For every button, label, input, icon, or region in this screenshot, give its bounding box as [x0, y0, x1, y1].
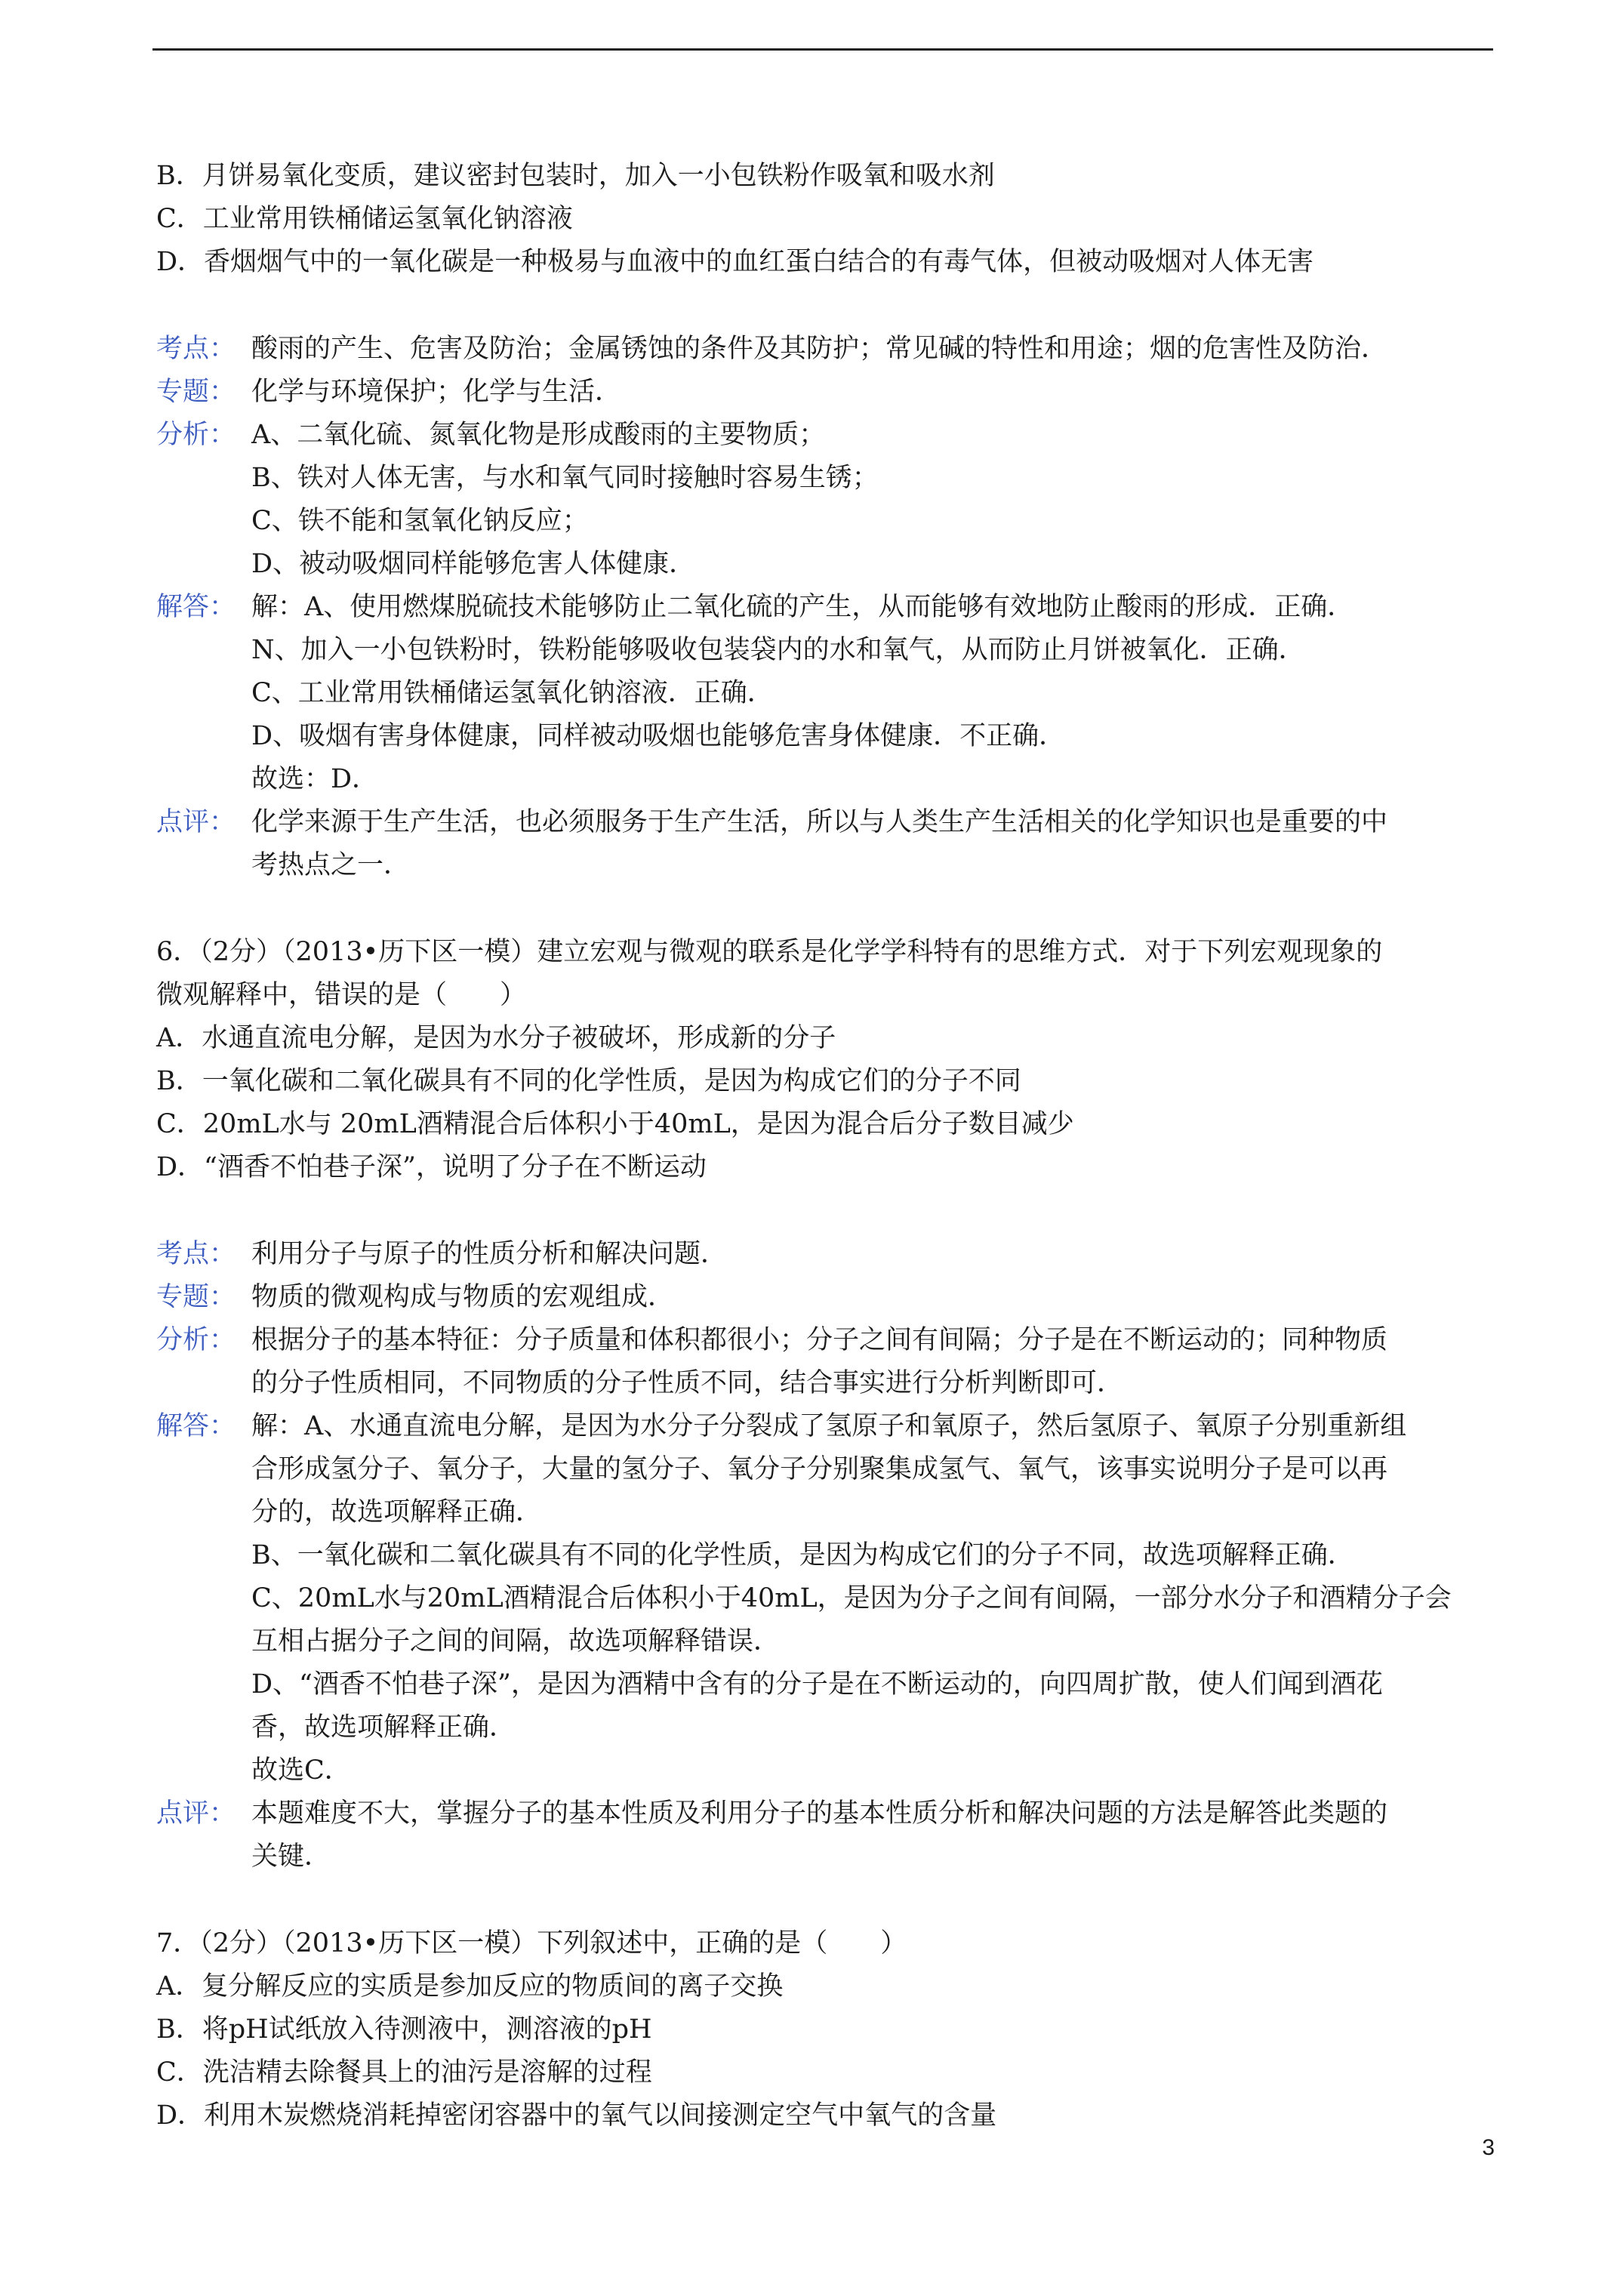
q6-jieda-line: 故选C． [251, 1755, 351, 1786]
q5-kaodian: 酸雨的产生、危害及防治；金属锈蚀的条件及其防护；常见碱的特性和用途；烟的危害性及防治． [251, 334, 1388, 364]
q5-fenxi-line: A、二氧化硫、氮氧化物是形成酸雨的主要物质； [251, 420, 826, 450]
q5-jieda-line: C、工业常用铁桶储运氢氧化钠溶液．正确． [251, 678, 774, 708]
q5-option-b: B．月饼易氧化变质，建议密封包装时，加入一小包铁粉作吸氧和吸水剂 [156, 161, 995, 191]
q6-jieda-line: 分的，故选项解释正确． [251, 1497, 543, 1527]
q6-jieda-line: B、一氧化碳和二氧化碳具有不同的化学性质，是因为构成它们的分子不同，故选项解释正确． [251, 1540, 1354, 1570]
q6-dianping-label: 点评： [156, 1798, 236, 1829]
q5-jieda-label: 解答： [156, 592, 236, 622]
q6-dianping-line: 关键． [251, 1841, 331, 1872]
q6-jieda-label: 解答： [156, 1411, 236, 1441]
header-rule [152, 48, 1493, 51]
q7-stem: 7．（2分）（2013•历下区一模）下列叙述中，正确的是（ ） [156, 1928, 907, 1959]
page-number: 3 [1482, 2135, 1495, 2160]
q5-kaodian-label: 考点： [156, 334, 236, 364]
q5-dianping-line: 考热点之一． [251, 850, 411, 880]
q7-option-b: B．将pH试纸放入待测液中，测溶液的pH [156, 2014, 652, 2045]
q6-jieda-line: 合形成氢分子、氧分子，大量的氢分子、氧分子分别聚集成氢气、氧气，该事实说明分子是可以再 [251, 1454, 1388, 1484]
q5-option-c: C．工业常用铁桶储运氢氧化钠溶液 [156, 204, 573, 234]
q5-dianping-label: 点评： [156, 807, 236, 837]
q5-jieda-line: N、加入一小包铁粉时，铁粉能够吸收包装袋内的水和氧气，从而防止月饼被氧化．正确． [251, 635, 1305, 665]
q6-zhuanti: 物质的微观构成与物质的宏观组成． [251, 1282, 675, 1312]
q5-jieda-line: 解：A、使用燃煤脱硫技术能够防止二氧化硫的产生，从而能够有效地防止酸雨的形成．正确． [251, 592, 1354, 622]
q6-jieda-line: 香，故选项解释正确． [251, 1712, 516, 1743]
q7-option-a: A．复分解反应的实质是参加反应的物质间的离子交换 [156, 1971, 784, 2002]
q6-fenxi-line: 的分子性质相同，不同物质的分子性质不同，结合事实进行分析判断即可． [251, 1368, 1124, 1398]
q6-fenxi-label: 分析： [156, 1325, 236, 1355]
q6-jieda-line: C、20mL水与20mL酒精混合后体积小于40mL，是因为分子之间有间隔，一部分水分子和酒精分子会 [251, 1583, 1452, 1613]
q6-option-d: D．“酒香不怕巷子深”，说明了分子在不断运动 [156, 1152, 707, 1182]
q6-kaodian-label: 考点： [156, 1239, 236, 1269]
q5-fenxi-line: B、铁对人体无害，与水和氧气同时接触时容易生锈； [251, 463, 879, 493]
q6-fenxi-line: 根据分子的基本特征：分子质量和体积都很小；分子之间有间隔；分子是在不断运动的；同种物质 [251, 1325, 1388, 1355]
q6-option-a: A．水通直流电分解，是因为水分子被破坏，形成新的分子 [156, 1023, 836, 1053]
q5-fenxi-label: 分析： [156, 420, 236, 450]
q5-dianping-line: 化学来源于生产生活，也必须服务于生产生活，所以与人类生产生活相关的化学知识也是重要的中 [251, 807, 1388, 837]
q6-option-c: C．20mL水与 20mL酒精混合后体积小于40mL，是因为混合后分子数目减少 [156, 1109, 1074, 1139]
q6-dianping-line: 本题难度不大，掌握分子的基本性质及利用分子的基本性质分析和解决问题的方法是解答此类题的 [251, 1798, 1388, 1829]
q5-zhuanti: 化学与环境保护；化学与生活． [251, 377, 622, 407]
q5-jieda-line: D、吸烟有害身体健康，同样被动吸烟也能够危害身体健康．不正确． [251, 721, 1066, 751]
q6-jieda-line: D、“酒香不怕巷子深”，是因为酒精中含有的分子是在不断运动的，向四周扩散，使人们闻到酒花 [251, 1669, 1383, 1700]
q7-option-c: C．洗洁精去除餐具上的油污是溶解的过程 [156, 2057, 652, 2088]
q6-option-b: B．一氧化碳和二氧化碳具有不同的化学性质，是因为构成它们的分子不同 [156, 1066, 1021, 1096]
q5-fenxi-line: C、铁不能和氢氧化钠反应； [251, 506, 589, 536]
q6-kaodian: 利用分子与原子的性质分析和解决问题． [251, 1239, 728, 1269]
q6-jieda-line: 解：A、水通直流电分解，是因为水分子分裂成了氢原子和氧原子，然后氢原子、氧原子分别重新组 [251, 1411, 1407, 1441]
q5-option-d: D．香烟烟气中的一氧化碳是一种极易与血液中的血红蛋白结合的有毒气体，但被动吸烟对人体无害 [156, 247, 1314, 277]
q6-stem-line: 6．（2分）（2013•历下区一模）建立宏观与微观的联系是化学学科特有的思维方式．对于下列宏观现象的 [156, 937, 1383, 967]
q7-option-d: D．利用木炭燃烧消耗掉密闭容器中的氧气以间接测定空气中氧气的含量 [156, 2100, 997, 2131]
q5-zhuanti-label: 专题： [156, 377, 236, 407]
q6-zhuanti-label: 专题： [156, 1282, 236, 1312]
q6-jieda-line: 互相占据分子之间的间隔，故选项解释错误． [251, 1626, 781, 1657]
q6-stem-line: 微观解释中，错误的是（ ） [156, 980, 527, 1010]
q5-jieda-line: 故选：D． [251, 764, 379, 794]
q5-fenxi-line: D、被动吸烟同样能够危害人体健康． [251, 549, 696, 579]
